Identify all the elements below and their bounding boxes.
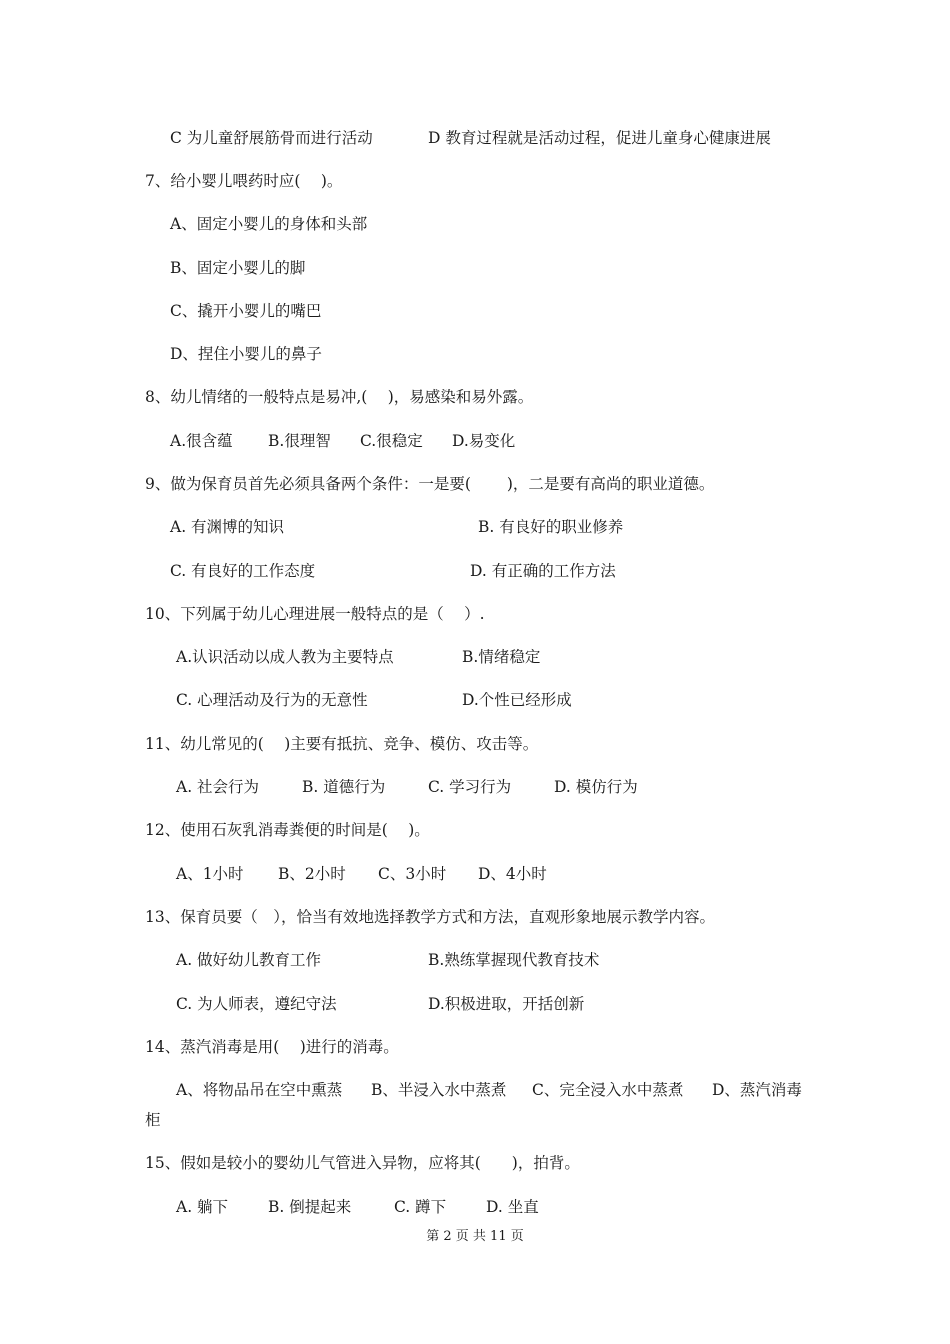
option-line: B、固定小婴儿的脚 (170, 259, 306, 277)
option-line: B. 有良好的职业修养 (478, 518, 624, 536)
option-line: A. 做好幼儿教育工作 (176, 951, 322, 969)
question-7: 7、给小婴儿喂药时应( )。 (145, 172, 343, 190)
option-line: D、捏住小婴儿的鼻子 (170, 345, 322, 363)
question-9: 9、做为保育员首先必须具备两个条件：一是要( )，二是要有高尚的职业道德。 (145, 475, 715, 493)
option-line: A、将物品吊在空中熏蒸 (176, 1081, 343, 1099)
option-line: D. 模仿行为 (554, 778, 638, 796)
question-13: 13、保育员要（ ），恰当有效地选择教学方式和方法，直观形象地展示教学内容。 (145, 908, 715, 926)
option-line: A.很含蕴 (170, 432, 233, 450)
option-line: A、固定小婴儿的身体和头部 (170, 215, 368, 233)
question-12: 12、使用石灰乳消毒粪便的时间是( )。 (145, 821, 430, 839)
option-line: C. 有良好的工作态度 (170, 562, 316, 580)
option-line: C、撬开小婴儿的嘴巴 (170, 302, 322, 320)
option-line: C、3小时 (378, 865, 447, 883)
option-line: D.易变化 (452, 432, 516, 450)
option-line: A. 躺下 (176, 1198, 229, 1216)
option-line: C. 蹲下 (394, 1198, 447, 1216)
option-line: D. 坐直 (486, 1198, 539, 1216)
option-line: D.个性已经形成 (462, 691, 572, 709)
option-line: D、蒸汽消毒 (712, 1081, 802, 1099)
question-11: 11、幼儿常见的( )主要有抵抗、竞争、模仿、攻击等。 (145, 735, 539, 753)
option-line: C. 为人师表，遵纪守法 (176, 995, 337, 1013)
option-line: B.熟练掌握现代教育技术 (428, 951, 600, 969)
option-line: B、2小时 (278, 865, 346, 883)
option-line: D、4小时 (478, 865, 547, 883)
option-line: A. 社会行为 (176, 778, 260, 796)
option-line-wrap: 柜 (145, 1111, 161, 1129)
option-line: C. 心理活动及行为的无意性 (176, 691, 368, 709)
option-line: B. 倒提起来 (268, 1198, 352, 1216)
option-line: B、半浸入水中蒸煮 (371, 1081, 507, 1099)
option-line: D. 有正确的工作方法 (470, 562, 616, 580)
option-line: C. 学习行为 (428, 778, 512, 796)
page-footer: 第 2 页 共 11 页 (426, 1229, 524, 1244)
option-line: B.情绪稳定 (462, 648, 541, 666)
question-10: 10、下列属于幼儿心理进展一般特点的是（ ）. (145, 605, 485, 623)
option-line: C、完全浸入水中蒸煮 (532, 1081, 684, 1099)
option-line: D 教育过程就是活动过程，促进儿童身心健康进展 (428, 129, 771, 147)
option-line: A. 有渊博的知识 (170, 518, 285, 536)
option-line: A、1小时 (176, 865, 244, 883)
option-line: C.很稳定 (360, 432, 423, 450)
option-line: B. 道德行为 (302, 778, 386, 796)
option-line: A.认识活动以成人教为主要特点 (176, 648, 394, 666)
option-line: D.积极进取，开括创新 (428, 995, 585, 1013)
question-15: 15、假如是较小的婴幼儿气管进入异物，应将其( )，拍背。 (145, 1154, 580, 1172)
question-8: 8、幼儿情绪的一般特点是易冲,( )，易感染和易外露。 (145, 388, 534, 406)
option-line: B.很理智 (268, 432, 331, 450)
question-14: 14、蒸汽消毒是用( )进行的消毒。 (145, 1038, 399, 1056)
option-line: C 为儿童舒展筋骨而进行活动 (170, 129, 373, 147)
